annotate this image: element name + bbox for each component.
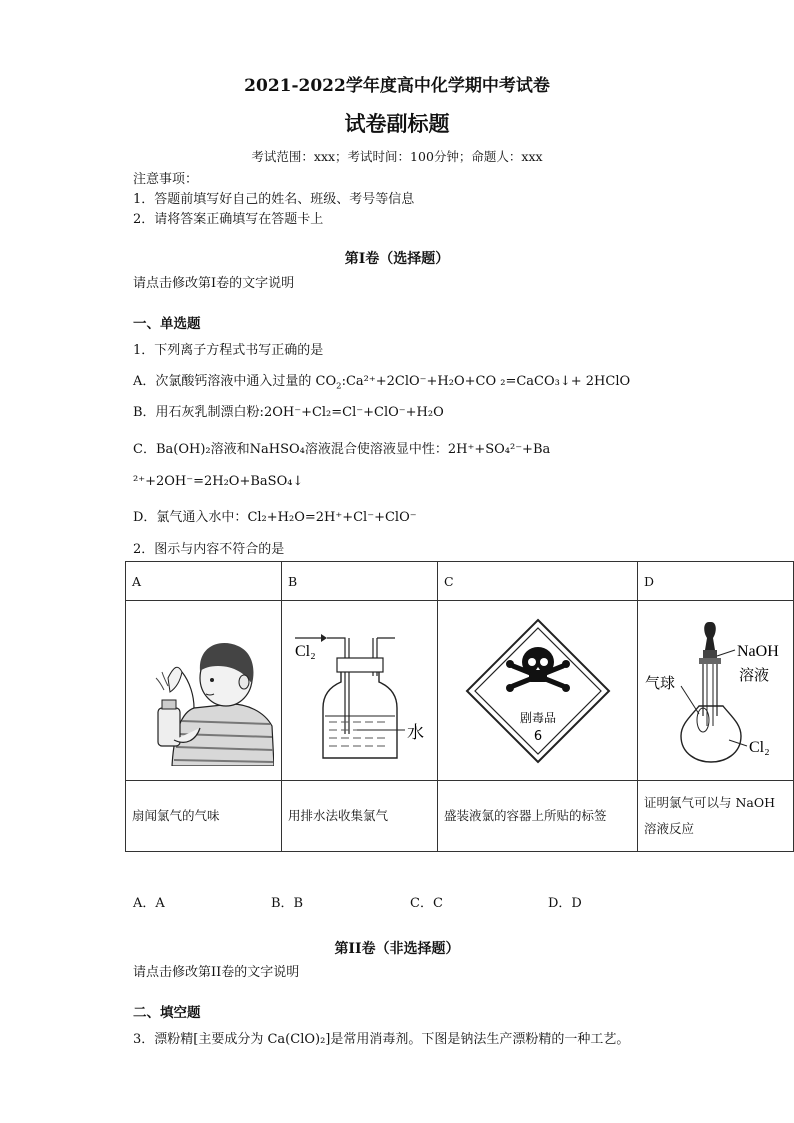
q1-option-c: [133, 438, 550, 457]
toxic-hazard-label: [463, 616, 613, 766]
part2-desc: 请点击修改第II卷的文字说明: [133, 965, 300, 980]
q1-a-pre: A．次氯酸钙溶液中通入过量的 CO: [133, 374, 337, 389]
d-naoh-label: NaOH: [736, 642, 779, 660]
q2-figure-c: [438, 601, 638, 781]
flask-naoh-balloon-diagram: [641, 616, 791, 766]
part2-heading: 第II卷（非选择题）: [334, 941, 460, 957]
q2-header-b: B: [282, 562, 438, 601]
q1-d-pre: D．氯气通入水中：: [133, 510, 248, 525]
q1-a-formula: Ca²⁺+2ClO⁻+H₂O+CO ₂=CaCO₃↓+ 2HClO: [345, 374, 631, 389]
section2-heading: 二、填空题: [133, 1005, 201, 1021]
q2-caption-d: 证明氯气可以与 NaOH 溶液反应: [638, 781, 794, 852]
q2-header-a: A: [126, 562, 282, 601]
b-water-label: 水: [406, 722, 424, 743]
q2-option-c: C．C: [410, 896, 443, 911]
d-solution-label: 溶液: [738, 665, 769, 684]
d-cl2-label: Cl₂: [748, 738, 770, 756]
d-balloon-label: 气球: [644, 673, 675, 692]
q2-stem: 2．图示与内容不符合的是: [133, 542, 285, 557]
exam-subtitle: 试卷副标题: [344, 111, 450, 136]
b-cl2-label: Cl₂: [294, 642, 316, 660]
q2-figure-d: [638, 601, 794, 781]
c-toxic-label: 剧毒品: [519, 710, 556, 725]
q1-c-pre: C．Ba(OH)₂溶液和NaHSO₄溶液混合使溶液显中性：: [133, 442, 448, 457]
exam-title: 2021-2022学年度高中化学期中考试卷: [244, 76, 550, 96]
q2-figure-b: [282, 601, 438, 781]
q1-option-c-cont: ²⁺+2OH⁻=2H₂O+BaSO₄↓: [133, 474, 304, 489]
gas-collection-bottle-diagram: [287, 616, 433, 766]
q2-header-c: C: [438, 562, 638, 601]
c-class-number: 6: [533, 728, 542, 744]
q1-c-formula: 2H⁺+SO₄²⁻+Ba: [447, 442, 551, 457]
q2-caption-b: 用排水法收集氯气: [282, 781, 438, 852]
q3-stem: 3．漂粉精[主要成分为 Ca(ClO)₂]是常用消毒剂。下图是钠法生产漂粉精的一种工艺。: [133, 1032, 630, 1047]
q2-caption-c: 盛装液氯的容器上所贴的标签: [438, 781, 638, 852]
part1-desc: 请点击修改第I卷的文字说明: [133, 276, 295, 291]
note-item-2: 2．请将答案正确填写在答题卡上: [133, 212, 324, 227]
q2-header-d: D: [638, 562, 794, 601]
q2-option-b: B．B: [271, 896, 304, 911]
person-smelling-bottle-illustration: [134, 616, 274, 766]
q2-figure-table: [125, 561, 794, 852]
q2-option-d: D．D: [548, 896, 582, 911]
part1-heading: 第I卷（选择题）: [344, 251, 450, 267]
q2-caption-a: 扇闻氯气的气味: [126, 781, 282, 852]
section1-heading: 一、单选题: [133, 316, 201, 332]
q2-option-a: A．A: [133, 896, 165, 911]
note-item-1: 1．答题前填写好自己的姓名、班级、考号等信息: [133, 192, 415, 207]
q1-d-formula: Cl₂+H₂O=2H⁺+Cl⁻+ClO⁻: [247, 510, 417, 525]
exam-meta: 考试范围：xxx；考试时间：100分钟；命题人：xxx: [251, 149, 543, 164]
q2-figure-a: [126, 601, 282, 781]
q1-stem: 1．下列离子方程式书写正确的是: [133, 343, 324, 358]
q1-option-a: A．次氯酸钙溶液中通入过量的 $CO_2:Ca^{2+}+2ClO^-+H_2O+CO$ ₂=CaCO₃↓+ 2HClO: [133, 374, 631, 392]
q1-option-b: [133, 401, 444, 420]
notes-heading: 注意事项：: [133, 172, 199, 187]
q1-b-formula: 2OH⁻+Cl₂=Cl⁻+ClO⁻+H₂O: [263, 405, 444, 420]
q1-b-pre: B．用石灰乳制漂白粉:: [133, 405, 264, 420]
q1-option-d: [133, 506, 417, 525]
